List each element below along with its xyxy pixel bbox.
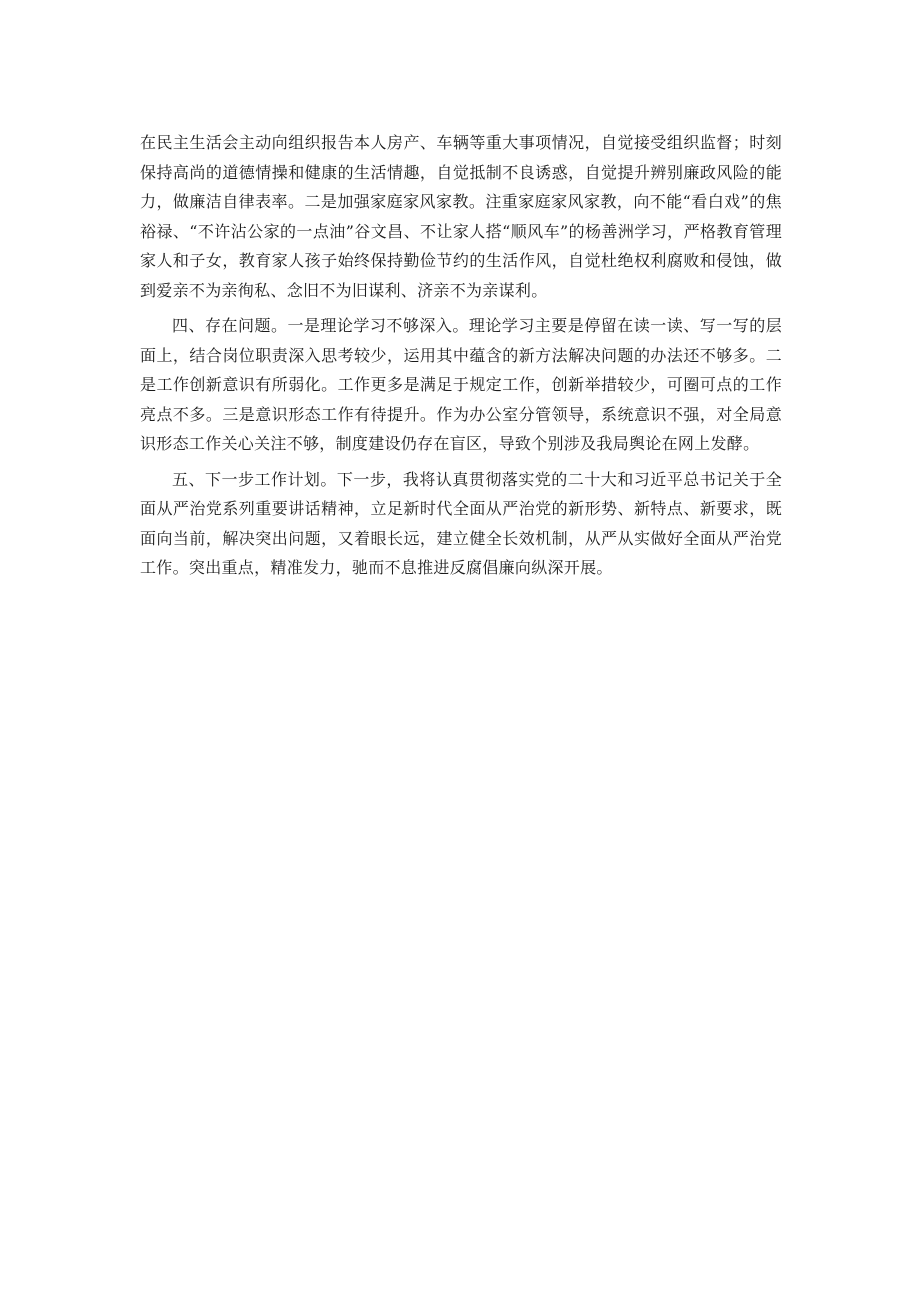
document-body xyxy=(140,128,782,583)
paragraph-existing-problems: 四、存在问题。一是理论学习不够深入。理论学习主要是停留在读一读、写一写的层面上，结合岗位职责深入思考较少，运用其中蕴含的新方法解决问题的办法还不够多。二是工作创新意识有所弱化。工作更多是满足于规定工作，创新举措较少，可圈可点的工作亮点不多。三是意识形态工作有待提升。作为办公室分管领导，系统意识不强，对全局意识形态工作关心关注不够，制度建设仍存在盲区，导致个别涉及我局舆论在网上发酵。 xyxy=(140,316,782,453)
paragraph-next-steps: 五、下一步工作计划。下一步，我将认真贯彻落实党的二十大和习近平总书记关于全面从严治党系列重要讲话精神，立足新时代全面从严治党的新形势、新特点、新要求，既面向当前，解决突出问题，又着眼长远，建立健全长效机制，从严从实做好全面从严治党工作。突出重点，精准发力，驰而不息推进反腐倡廉向纵深开展。 xyxy=(140,469,782,577)
paragraph-continuation: 在民主生活会主动向组织报告本人房产、车辆等重大事项情况，自觉接受组织监督；时刻保持高尚的道德情操和健康的生活情趣，自觉抵制不良诱惑，自觉提升辨别廉政风险的能力，做廉洁自律表率。二是加强家庭家风家教。注重家庭家风家教，向不能“看白戏”的焦裕禄、“不许沾公家的一点油”谷文昌、不让家人搭“顺风车”的杨善洲学习，严格教育管理家人和子女，教育家人孩子始终保持勤俭节约的生活作风，自觉杜绝权利腐败和侵蚀，做到爱亲不为亲徇私、念旧不为旧谋利、济亲不为亲谋利。 xyxy=(140,133,782,300)
